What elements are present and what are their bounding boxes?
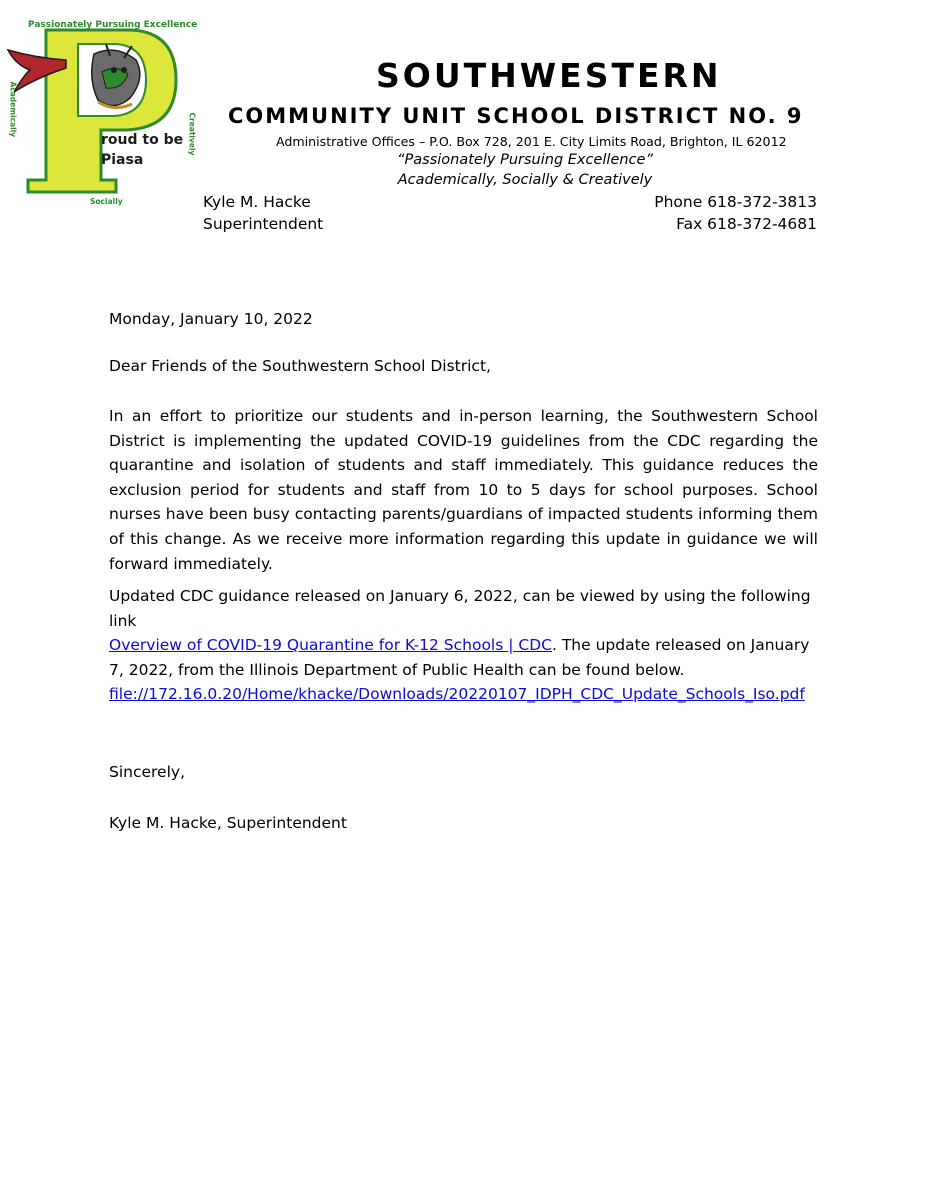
district-address: Administrative Offices – P.O. Box 728, 201 E. City Limits Road, Brighton, IL 62012 xyxy=(276,134,787,149)
district-logo xyxy=(6,20,202,210)
logo-right-text: Creatively xyxy=(187,112,197,156)
fax-number: Fax 618-372-4681 xyxy=(676,215,817,233)
paragraph-2-continuation: . The update released on January 7, 2022, from the Illinois Department of Public Health can be found below. xyxy=(109,636,810,679)
paragraph-2-intro: Updated CDC guidance released on January 6, 2022, can be viewed by using the following link xyxy=(109,587,811,630)
letter-date: Monday, January 10, 2022 xyxy=(109,310,313,328)
motto-line-1: “Passionately Pursuing Excellence” xyxy=(397,152,653,168)
letter-greeting: Dear Friends of the Southwestern School District, xyxy=(109,357,491,375)
superintendent-title: Superintendent xyxy=(203,215,324,233)
letter-paragraph-2 xyxy=(109,584,818,707)
logo-piasa-text: Piasa xyxy=(101,152,144,168)
cdc-guidance-link[interactable]: Overview of COVID-19 Quarantine for K-12 Schools | CDC xyxy=(109,636,552,655)
motto-line-2: Academically, Socially & Creatively xyxy=(397,172,653,188)
letter-closing: Sincerely, xyxy=(109,763,186,781)
idph-file-link[interactable]: file://172.16.0.20/Home/khacke/Downloads/20220107_IDPH_CDC_Update_Schools_Iso.pdf xyxy=(109,685,805,704)
superintendent-name: Kyle M. Hacke xyxy=(203,193,311,211)
letter-paragraph-1: In an effort to prioritize our students and in-person learning, the Southwestern School District is implementing the updated COVID-19 guidelines from the CDC regarding the quarantine and isolation of students and staff immediately. This guidance reduces the exclusion period for students and staff from 10 to 5 days for school purposes. School nurses have been busy contacting parents/guardians of impacted students informing them of this change. As we receive more information regarding this update in guidance we will forward immediately. xyxy=(109,407,818,573)
district-subtitle: COMMUNITY UNIT SCHOOL DISTRICT NO. 9 xyxy=(228,104,804,128)
logo-bottom-text: Socially xyxy=(90,197,123,206)
letter-signature: Kyle M. Hacke, Superintendent xyxy=(109,814,347,832)
logo-top-text: Passionately Pursuing Excellence xyxy=(28,20,198,30)
district-name: SOUTHWESTERN xyxy=(376,56,722,95)
phone-number: Phone 618-372-3813 xyxy=(654,193,817,211)
piasa-logo-graphic xyxy=(6,20,202,210)
logo-left-text: Academically xyxy=(8,81,18,138)
logo-proud-text: roud to be xyxy=(101,132,184,148)
